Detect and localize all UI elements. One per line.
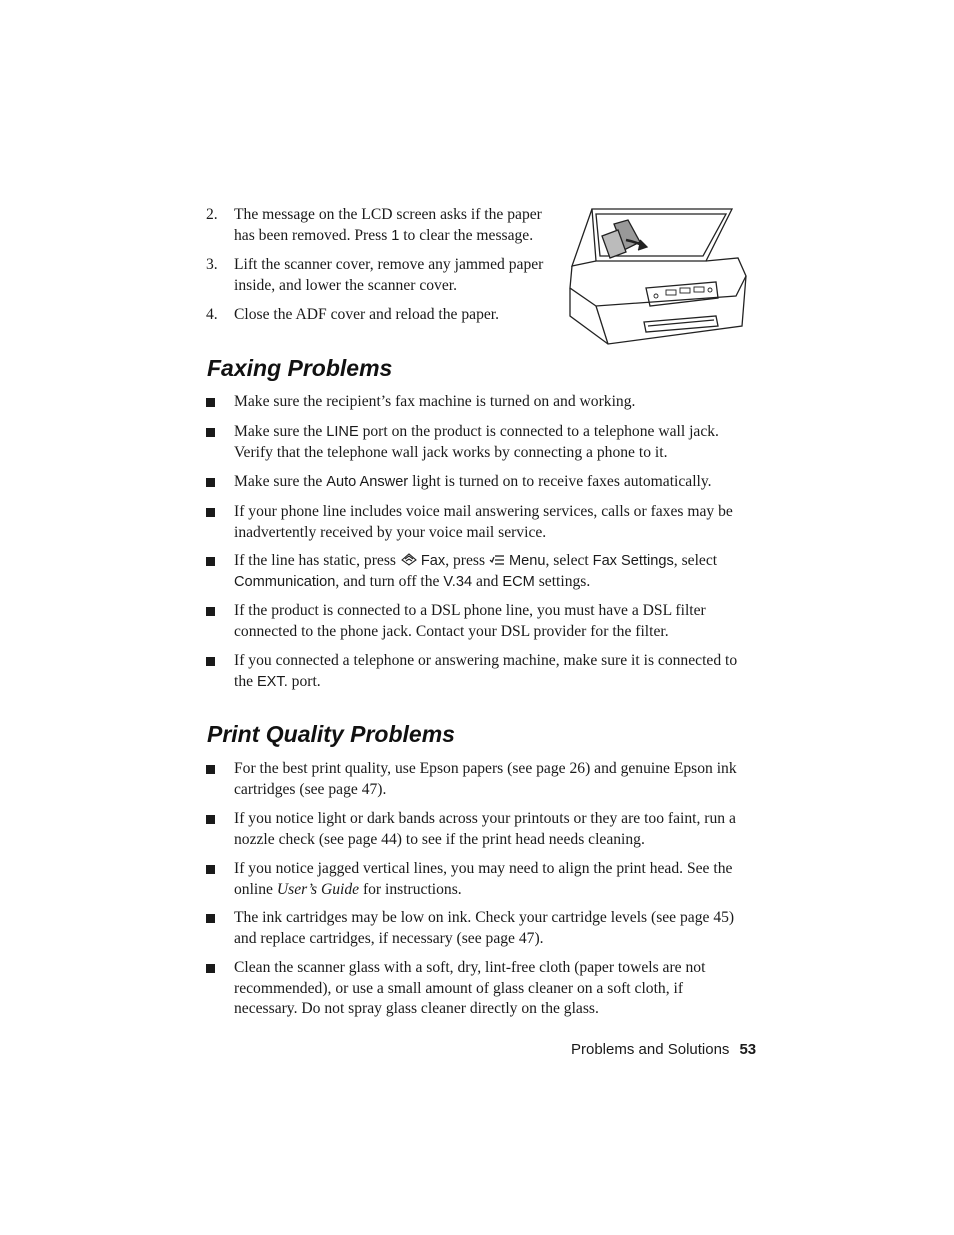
list-item: If the product is connected to a DSL phone line, you must have a DSL filter connected to the phone jack. Contact your DSL provider for the filter. [234, 602, 706, 640]
bullet-marker [206, 765, 215, 774]
bullet-marker [206, 508, 215, 517]
step-text: Lift the scanner cover, remove any jammed paper inside, and lower the scanner cover. [234, 256, 544, 294]
printer-illustration [566, 206, 752, 348]
page-number: 53 [739, 1041, 757, 1058]
list-item: If your phone line includes voice mail answering services, calls or faxes may be inadvertently received by your voice mail service. [234, 503, 733, 541]
step-number: 3. [206, 256, 218, 273]
list-item: Make sure the Auto Answer light is turned on to receive faxes automatically. [234, 473, 712, 490]
list-item: The ink cartridges may be low on ink. Check your cartridge levels (see page 45) and replace cartridges, if necessary (see page 47). [234, 909, 735, 947]
step-text: Close the ADF cover and reload the paper. [234, 306, 500, 323]
list-item: If you connected a telephone or answering machine, make sure it is connected to the EXT. port. [234, 652, 738, 690]
bullet-marker [206, 398, 215, 407]
bullet-marker [206, 557, 215, 566]
menu-icon [489, 554, 505, 566]
list-item: If you notice light or dark bands across your printouts or they are too faint, run a nozzle check (see page 44) to see if the print head needs cleaning. [234, 810, 736, 848]
list-item: Make sure the recipient’s fax machine is turned on and working. [234, 393, 636, 410]
bullet-marker [206, 865, 215, 874]
list-item: For the best print quality, use Epson papers (see page 26) and genuine Epson ink cartridges (see page 47). [234, 760, 737, 798]
page-footer [571, 1041, 756, 1058]
bullet-marker [206, 815, 215, 824]
bullet-marker [206, 657, 215, 666]
list-item: Clean the scanner glass with a soft, dry, lint-free cloth (paper towels are not recommended), or use a small amount of glass cleaner on a soft cloth, if necessary. Do not spray glass cleaner directly on the glass. [234, 959, 706, 1018]
footer-section: Problems and Solutions [571, 1041, 730, 1058]
fax-icon [400, 552, 418, 566]
section-heading-print-quality: Print Quality Problems [207, 721, 455, 747]
list-item: Make sure the LINE port on the product is connected to a telephone wall jack. Verify that the telephone wall jack works by connecting a phone to it. [234, 423, 719, 461]
step-text: The message on the LCD screen asks if the paper has been removed. Press 1 to clear the message. [234, 206, 542, 244]
bullet-marker [206, 607, 215, 616]
section-heading-faxing: Faxing Problems [207, 355, 393, 381]
step-number: 4. [206, 306, 218, 323]
list-item: If you notice jagged vertical lines, you may need to align the print head. See the online User’s Guide for instructions. [234, 860, 733, 898]
list-item: If the line has static, press Fax, press Menu, select Fax Settings, select Communication, and turn off the V.34 and ECM settings. [234, 552, 718, 590]
bullet-marker [206, 964, 215, 973]
bullet-marker [206, 914, 215, 923]
bullet-marker [206, 478, 215, 487]
bullet-marker [206, 428, 215, 437]
step-number: 2. [206, 206, 218, 223]
